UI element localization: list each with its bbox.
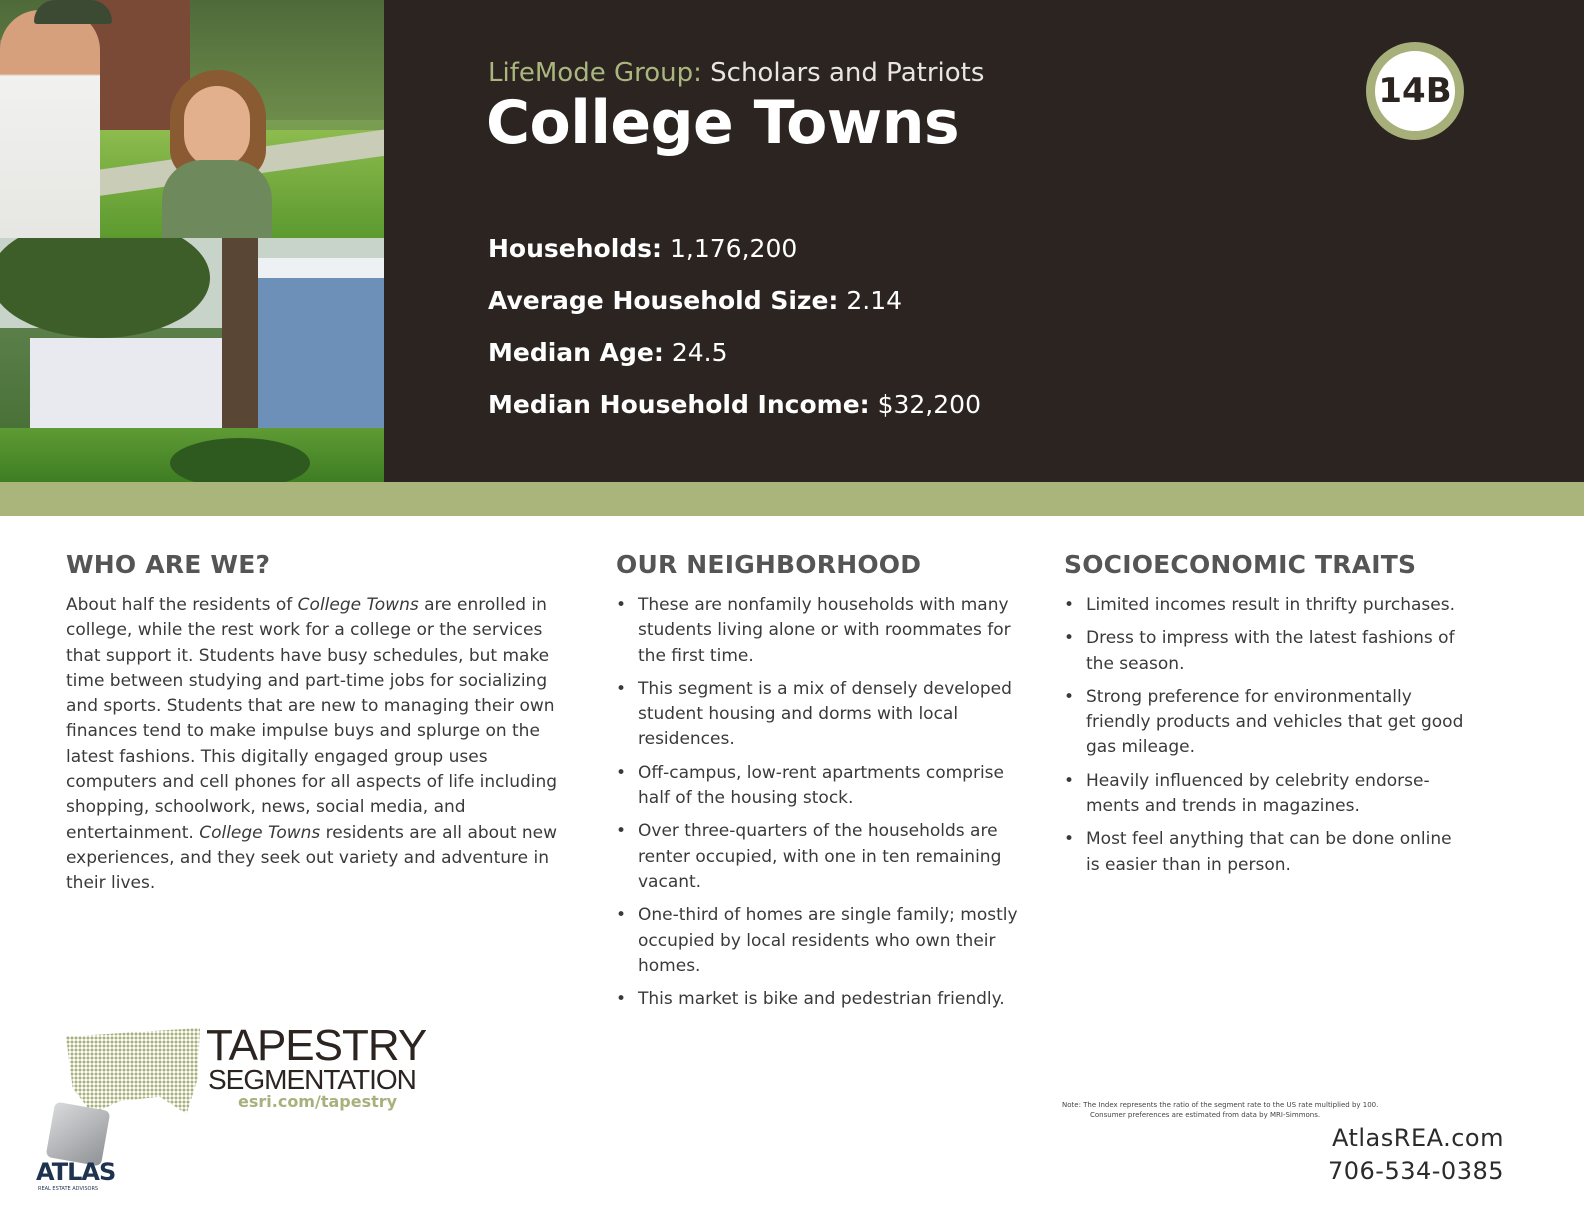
stat-median-age — [488, 338, 981, 390]
stat-value: $32,200 — [877, 390, 981, 419]
neighborhood-list — [616, 593, 1028, 1012]
section-heading: OUR NEIGHBORHOOD — [616, 550, 922, 579]
list-item: • This segment is a mix of densely developed student housing and dorms with local residences. — [616, 677, 1028, 753]
stat-label: Median Age: — [488, 338, 664, 367]
lifemode-group — [488, 58, 984, 88]
list-item: • Most feel anything that can be done online is easier than in person. — [1064, 827, 1464, 878]
section-heading: SOCIOECONOMIC TRAITS — [1064, 550, 1417, 579]
atlas-logo — [36, 1106, 126, 1194]
stat-value: 2.14 — [846, 286, 903, 315]
list-item: • Limited incomes result in thrifty purchases. — [1064, 593, 1464, 618]
stat-value: 1,176,200 — [670, 234, 798, 263]
phone-number[interactable]: 706-534-0385 — [1327, 1157, 1504, 1185]
list-item: • This market is bike and pedestrian friendly. — [616, 987, 1028, 1012]
index-note — [1062, 1100, 1378, 1120]
list-item: • Dress to impress with the latest fashions of the season. — [1064, 626, 1464, 677]
tapestry-wordmark: TAPESTRY — [206, 1021, 427, 1070]
website-link[interactable]: AtlasREA.com — [1331, 1124, 1504, 1152]
segment-code-badge — [1366, 42, 1464, 140]
who-are-we-section — [66, 550, 576, 897]
globe-cube-icon — [46, 1102, 111, 1167]
houses-photo — [0, 238, 384, 482]
segment-code: 14B — [1378, 71, 1452, 111]
stat-label: Households: — [488, 234, 663, 263]
stat-label: Median Household Income: — [488, 390, 870, 419]
list-item: • One-third of homes are single family; mostly occupied by local residents who own their homes. — [616, 903, 1028, 979]
list-item: • Heavily influenced by celebrity endorse- ments and trends in magazines. — [1064, 769, 1464, 820]
segmentation-wordmark: SEGMENTATION — [208, 1064, 416, 1095]
note-line: Consumer preferences are estimated from data by MRI-Simmons. — [1090, 1111, 1321, 1119]
list-item: • Over three-quarters of the households are renter occupied, with one in ten remaining vacant. — [616, 819, 1028, 895]
neighborhood-section — [616, 550, 1028, 1020]
stat-label: Average Household Size: — [488, 286, 839, 315]
stat-households — [488, 234, 981, 286]
list-item: • Off-campus, low-rent apartments comprise half of the housing stock. — [616, 761, 1028, 812]
students-photo — [0, 0, 384, 238]
list-item: • These are nonfamily households with many students living alone or with roommates for the first time. — [616, 593, 1028, 669]
tapestry-url[interactable]: esri.com/tapestry — [238, 1092, 398, 1111]
stat-household-size — [488, 286, 981, 338]
note-line: Note: The Index represents the ratio of the segment rate to the US rate multiplied by 100. — [1062, 1101, 1379, 1109]
stat-median-income — [488, 390, 981, 442]
accent-divider — [0, 482, 1584, 516]
lifemode-group-name: Scholars and Patriots — [710, 58, 985, 88]
us-map-icon — [66, 1028, 200, 1114]
atlas-wordmark: ATLAS — [36, 1158, 116, 1186]
tapestry-logo — [66, 1021, 427, 1116]
atlas-tagline: REAL ESTATE ADVISORS — [38, 1186, 99, 1192]
list-item: • Strong preference for environmentally friendly products and vehicles that get good gas mileage. — [1064, 685, 1464, 761]
lifemode-label: LifeMode Group: — [488, 58, 702, 88]
socioeconomic-list — [1064, 593, 1464, 878]
stat-value: 24.5 — [671, 338, 728, 367]
contact-info — [1328, 1122, 1504, 1188]
section-heading: WHO ARE WE? — [66, 550, 271, 579]
socioeconomic-section — [1064, 550, 1464, 886]
segment-title: College Towns — [486, 88, 960, 158]
segment-stats — [488, 234, 981, 442]
who-paragraph: About half the residents of College Towns are enrolled in college, while the rest work for a college or the services that support it. Students have busy schedules, but make time between studying and part-time jobs for socializing and sports. Students that are new to managing their own finances tend to make impulse buys and splurge on the latest fashions. This digitally engaged group uses computers and cell phones for all aspects of life including shopping, schoolwork, news, social media, and entertainment. College Towns residents are all about new experiences, and they seek out variety and adventure in their lives. — [66, 595, 558, 894]
header-band — [0, 0, 1584, 482]
